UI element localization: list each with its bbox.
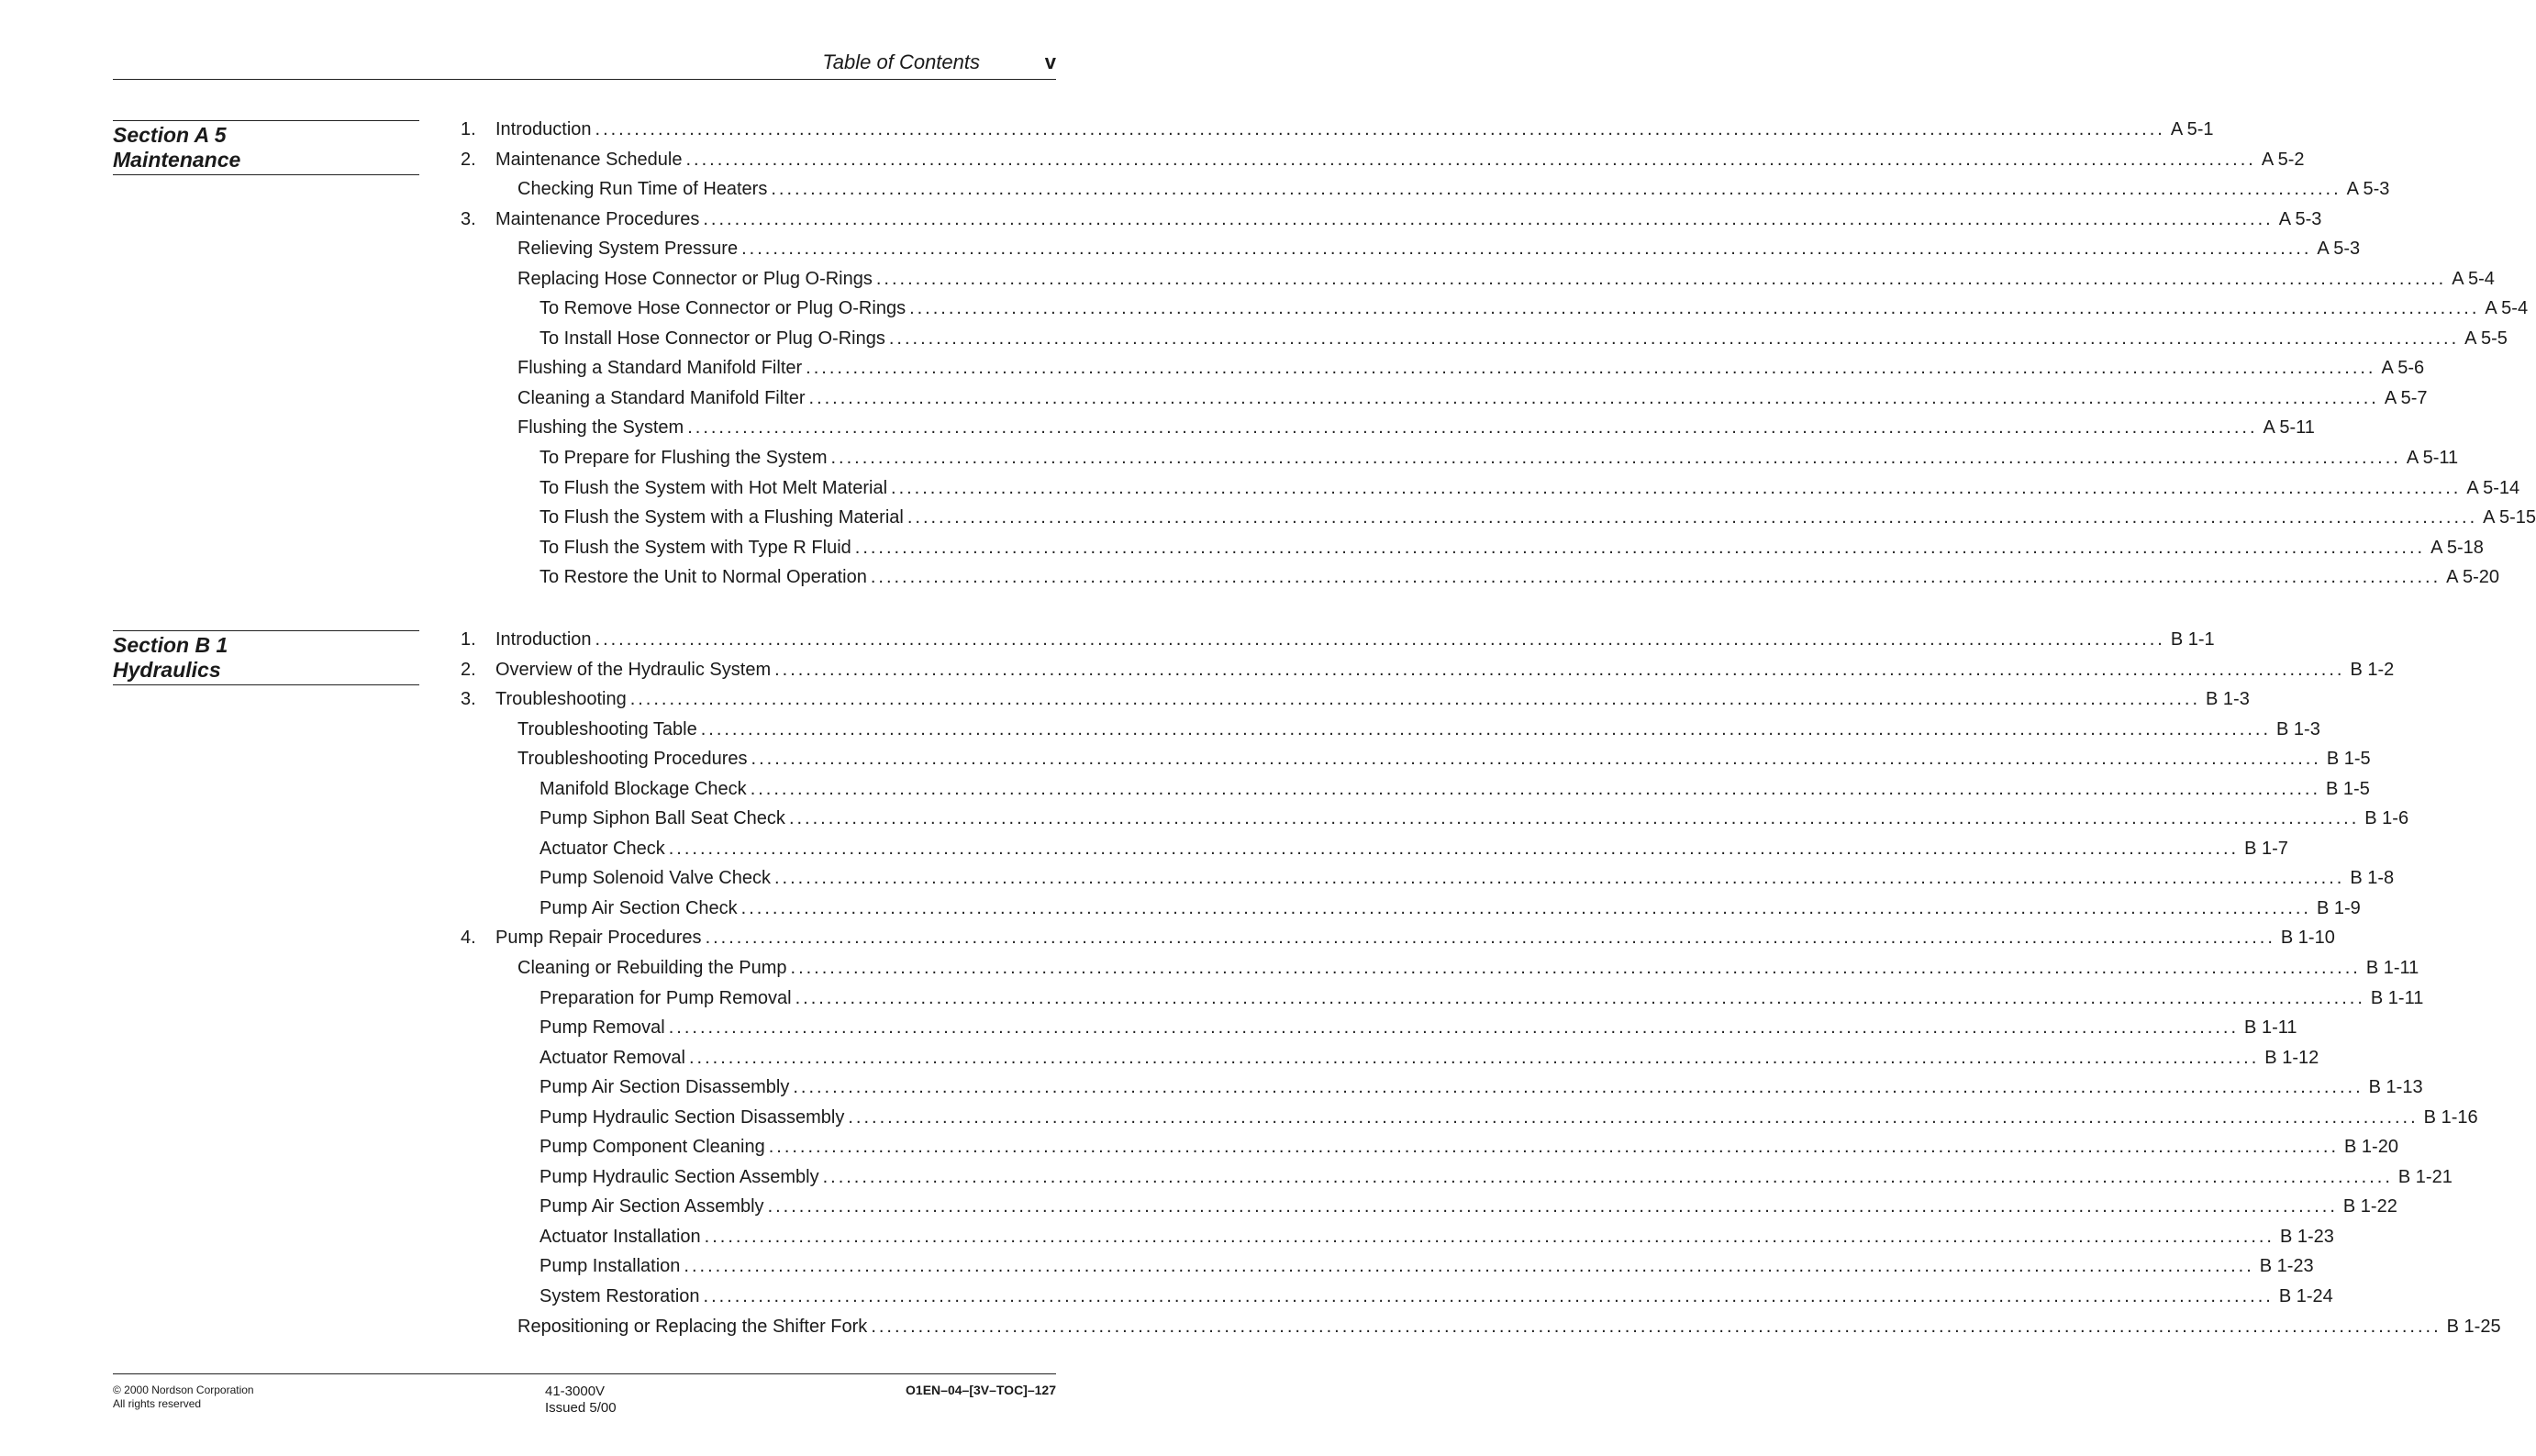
dot-leader: ........................................................................................................................................................................................................ [629, 689, 2201, 710]
dot-leader: ........................................................................................................................................................................................................ [806, 358, 2376, 379]
header-page-number: v [1044, 50, 1056, 73]
toc-entry-label: Actuator Check [539, 838, 665, 859]
footer-doc-block [545, 1384, 617, 1417]
toc-entry-label: Repositioning or Replacing the Shifter Fork [517, 1316, 868, 1337]
toc-entry[interactable] [461, 1192, 2397, 1222]
toc-entry-label: To Flush the System with a Flushing Material [539, 507, 904, 528]
section-heading-line1: Section B 1 [113, 633, 228, 657]
toc-entry[interactable] [461, 863, 2395, 894]
toc-entry-page: A 5-11 [2406, 448, 2459, 469]
toc-entry-page: A 5-2 [2261, 149, 2305, 170]
toc-entry-label: Pump Siphon Ball Seat Check [539, 808, 785, 829]
toc-entry-page: B 1-6 [2364, 808, 2409, 829]
dot-leader: ........................................................................................................................................................................................................ [822, 1166, 2393, 1187]
toc-entry-page: B 1-23 [2279, 1226, 2334, 1247]
toc-entry-number: 3. [461, 689, 476, 710]
toc-entry-label: Cleaning a Standard Manifold Filter [517, 387, 806, 408]
footer-copyright: © 2000 Nordson Corporation [113, 1384, 254, 1396]
toc-entry[interactable] [461, 1103, 2478, 1133]
toc-entry-page: B 1-12 [2264, 1047, 2319, 1068]
toc-entry-label: Maintenance Schedule [495, 149, 683, 170]
dot-leader: ........................................................................................................................................................................................................ [668, 1017, 2240, 1039]
toc-entry[interactable] [461, 234, 2361, 264]
section-b1-heading [113, 630, 419, 685]
toc-entry-label: To Prepare for Flushing the System [539, 448, 828, 469]
toc-entry-label: Troubleshooting [495, 689, 627, 710]
toc-entry-label: Introduction [495, 119, 592, 139]
footer-issued: Issued 5/00 [545, 1400, 617, 1416]
toc-entry-page: B 1-11 [2370, 987, 2424, 1008]
toc-entry[interactable] [461, 1073, 2423, 1103]
section-a5-heading [113, 120, 419, 175]
dot-leader: ........................................................................................................................................................................................................ [909, 298, 2480, 319]
dot-leader: ........................................................................................................................................................................................................ [704, 1226, 2275, 1247]
toc-entry-label: Pump Removal [539, 1017, 665, 1039]
toc-entry-page: B 1-7 [2244, 838, 2288, 859]
toc-entry-page: B 1-2 [2350, 659, 2395, 680]
dot-leader: ........................................................................................................................................................................................................ [875, 268, 2447, 289]
toc-entry-label: Maintenance Procedures [495, 208, 700, 229]
dot-leader: ........................................................................................................................................................................................................ [703, 1286, 2274, 1307]
toc-entry-label: Checking Run Time of Heaters [517, 179, 768, 200]
dot-leader: ........................................................................................................................................................................................................ [907, 507, 2478, 528]
toc-entry[interactable] [461, 115, 2214, 145]
toc-entry[interactable] [461, 1132, 2398, 1162]
dot-leader: ........................................................................................................................................................................................................ [788, 808, 2360, 829]
toc-entry[interactable] [461, 503, 2536, 533]
toc-entry[interactable] [461, 353, 2425, 383]
dot-leader: ........................................................................................................................................................................................................ [870, 567, 2441, 588]
dot-leader: ........................................................................................................................................................................................................ [740, 897, 2311, 918]
toc-entry[interactable] [461, 205, 2322, 235]
toc-entry-page: A 5-20 [2446, 567, 2499, 588]
toc-entry-label: To Install Hose Connector or Plug O-Rings [539, 328, 885, 349]
dot-leader: ........................................................................................................................................................................................................ [793, 1077, 2364, 1098]
footer-rights: All rights reserved [113, 1397, 202, 1410]
toc-entry-number: 1. [461, 119, 476, 139]
toc-entry-label: Actuator Removal [539, 1047, 685, 1068]
toc-entry-label: To Restore the Unit to Normal Operation [539, 567, 867, 588]
toc-entry-page: B 1-21 [2397, 1166, 2453, 1187]
toc-entry-label: Pump Hydraulic Section Assembly [539, 1166, 819, 1187]
toc-entry-label: Pump Air Section Check [539, 897, 738, 918]
toc-entry-number: 4. [461, 928, 476, 949]
dot-leader: ........................................................................................................................................................................................................ [703, 208, 2274, 229]
toc-entry[interactable] [461, 744, 2371, 774]
toc-entry[interactable] [461, 533, 2484, 563]
toc-entry-page: B 1-5 [2326, 778, 2370, 799]
footer-copyright-block [113, 1384, 254, 1411]
toc-entry[interactable] [461, 1162, 2453, 1193]
dot-leader: ........................................................................................................................................................................................................ [768, 1137, 2340, 1158]
footer-divider [113, 1373, 1056, 1374]
toc-entry-label: Troubleshooting Procedures [517, 749, 748, 770]
toc-entry-number: 2. [461, 659, 476, 680]
toc-entry-page: A 5-15 [2483, 507, 2536, 528]
toc-entry[interactable] [461, 562, 2499, 593]
toc-entry-page: A 5-4 [2452, 268, 2495, 289]
dot-leader: ........................................................................................................................................................................................................ [700, 718, 2272, 739]
toc-entry-label: To Flush the System with Hot Melt Material [539, 477, 888, 498]
toc-entry[interactable] [461, 953, 2419, 984]
toc-entry[interactable] [461, 1222, 2334, 1252]
toc-entry-page: B 1-22 [2342, 1196, 2397, 1217]
dot-leader: ........................................................................................................................................................................................................ [750, 778, 2321, 799]
toc-entry[interactable] [461, 684, 2250, 715]
dot-leader: ........................................................................................................................................................................................................ [751, 749, 2321, 770]
toc-entry-label: Pump Component Cleaning [539, 1137, 765, 1158]
dot-leader: ........................................................................................................................................................................................................ [688, 1047, 2260, 1068]
toc-entry-label: Preparation for Pump Removal [539, 987, 792, 1008]
toc-entry-page: A 5-1 [2170, 119, 2214, 139]
toc-entry[interactable] [461, 1043, 2319, 1073]
dot-leader: ........................................................................................................................................................................................................ [771, 179, 2341, 200]
toc-entry[interactable] [461, 413, 2315, 443]
dot-leader: ........................................................................................................................................................................................................ [795, 987, 2365, 1008]
dot-leader: ........................................................................................................................................................................................................ [595, 629, 2165, 650]
toc-entry-label: To Flush the System with Type R Fluid [539, 537, 851, 558]
toc-entry-page: B 1-16 [2423, 1106, 2478, 1128]
header-title: Table of Contents [822, 50, 980, 73]
toc-entry[interactable] [461, 264, 2495, 295]
toc-entry[interactable] [461, 1251, 2314, 1282]
toc-entry[interactable] [461, 774, 2370, 805]
toc-entry[interactable] [461, 174, 2390, 205]
toc-entry-number: 1. [461, 629, 476, 650]
toc-entry-page: B 1-13 [2368, 1077, 2423, 1098]
toc-entry-page: B 1-24 [2278, 1286, 2333, 1307]
section-heading-line2: Maintenance [113, 148, 241, 172]
toc-entry-label: Cleaning or Rebuilding the Pump [517, 958, 787, 979]
dot-leader: ........................................................................................................................................................................................................ [871, 1316, 2441, 1337]
toc-entry[interactable] [461, 294, 2529, 324]
toc-entry[interactable] [461, 1282, 2333, 1312]
toc-entry-label: Pump Installation [539, 1256, 681, 1277]
dot-leader: ........................................................................................................................................................................................................ [705, 928, 2275, 949]
toc-entry-page: A 5-3 [2278, 208, 2322, 229]
toc-section-a5 [461, 115, 2536, 593]
toc-entry-label: Flushing a Standard Manifold Filter [517, 358, 803, 379]
toc-entry-label: Pump Hydraulic Section Disassembly [539, 1106, 845, 1128]
toc-entry-page: A 5-3 [2317, 239, 2361, 260]
toc-entry[interactable] [461, 1013, 2297, 1043]
toc-entry[interactable] [461, 923, 2335, 953]
dot-leader: ........................................................................................................................................................................................................ [741, 239, 2312, 260]
toc-entry-number: 2. [461, 149, 476, 170]
toc-entry-page: B 1-3 [2206, 689, 2250, 710]
toc-entry-label: Pump Air Section Disassembly [539, 1077, 790, 1098]
toc-entry-page: B 1-25 [2446, 1316, 2501, 1337]
toc-entry-label: Actuator Installation [539, 1226, 701, 1247]
dot-leader: ........................................................................................................................................................................................................ [668, 838, 2240, 859]
toc-entry[interactable] [461, 1312, 2501, 1342]
toc-entry-page: B 1-8 [2350, 868, 2395, 889]
page-header [113, 48, 1056, 80]
toc-entry-label: Pump Air Section Assembly [539, 1196, 764, 1217]
dot-leader: ........................................................................................................................................................................................................ [808, 387, 2379, 408]
toc-entry-label: Overview of the Hydraulic System [495, 659, 772, 680]
toc-entry-label: Replacing Hose Connector or Plug O-Rings [517, 268, 873, 289]
toc-entry-page: B 1-20 [2344, 1137, 2398, 1158]
dot-leader: ........................................................................................................................................................................................................ [774, 659, 2345, 680]
toc-entry-page: A 5-18 [2430, 537, 2484, 558]
dot-leader: ........................................................................................................................................................................................................ [767, 1196, 2338, 1217]
toc-entry-number: 3. [461, 208, 476, 229]
dot-leader: ........................................................................................................................................................................................................ [774, 868, 2345, 889]
dot-leader: ........................................................................................................................................................................................................ [595, 119, 2165, 139]
footer-code: O1EN–04–[3V–TOC]–127 [906, 1383, 1056, 1397]
dot-leader: ........................................................................................................................................................................................................ [687, 417, 2258, 439]
dot-leader: ........................................................................................................................................................................................................ [830, 448, 2401, 469]
dot-leader: ........................................................................................................................................................................................................ [685, 149, 2256, 170]
toc-entry-page: A 5-7 [2384, 387, 2428, 408]
toc-entry-page: A 5-5 [2464, 328, 2508, 349]
toc-entry-page: A 5-4 [2485, 298, 2529, 319]
section-heading-line2: Hydraulics [113, 658, 221, 682]
dot-leader: ........................................................................................................................................................................................................ [888, 328, 2460, 349]
toc-entry[interactable] [461, 473, 2520, 504]
toc-entry[interactable] [461, 383, 2428, 414]
dot-leader: ........................................................................................................................................................................................................ [848, 1106, 2419, 1128]
toc-entry-label: Flushing the System [517, 417, 684, 439]
toc-entry[interactable] [461, 443, 2459, 473]
section-heading-line1: Section A 5 [113, 123, 227, 147]
toc-entry-label: Manifold Blockage Check [539, 778, 747, 799]
toc-entry-page: B 1-10 [2280, 928, 2335, 949]
toc-entry-label: Pump Solenoid Valve Check [539, 868, 771, 889]
toc-entry-page: B 1-11 [2244, 1017, 2297, 1039]
toc-entry[interactable] [461, 715, 2320, 745]
toc-entry-label: Pump Repair Procedures [495, 928, 702, 949]
toc-entry-page: B 1-11 [2365, 958, 2419, 979]
toc-entry[interactable] [461, 984, 2424, 1014]
toc-entry-label: Introduction [495, 629, 592, 650]
toc-entry-page: B 1-9 [2316, 897, 2361, 918]
toc-entry-page: B 1-1 [2170, 629, 2215, 650]
toc-entry-label: System Restoration [539, 1286, 700, 1307]
dot-leader: ........................................................................................................................................................................................................ [790, 958, 2361, 979]
dot-leader: ........................................................................................................................................................................................................ [854, 537, 2426, 558]
dot-leader: ........................................................................................................................................................................................................ [684, 1256, 2254, 1277]
toc-entry[interactable] [461, 655, 2395, 685]
toc-entry-page: A 5-14 [2466, 477, 2520, 498]
toc-entry-page: A 5-6 [2381, 358, 2425, 379]
toc-entry-page: B 1-3 [2276, 718, 2320, 739]
toc-entry[interactable] [461, 894, 2361, 924]
toc-entry[interactable] [461, 625, 2215, 655]
toc-entry[interactable] [461, 324, 2508, 354]
footer-doc-number: 41-3000V [545, 1384, 606, 1399]
toc-entry-page: A 5-11 [2263, 417, 2315, 439]
toc-entry-page: A 5-3 [2346, 179, 2390, 200]
toc-entry[interactable] [461, 145, 2305, 175]
toc-entry-label: Relieving System Pressure [517, 239, 739, 260]
toc-entry-page: B 1-23 [2259, 1256, 2314, 1277]
toc-entry-page: B 1-5 [2326, 749, 2371, 770]
toc-entry-label: To Remove Hose Connector or Plug O-Rings [539, 298, 907, 319]
toc-section-b1 [461, 625, 2501, 1341]
dot-leader: ........................................................................................................................................................................................................ [891, 477, 2462, 498]
toc-entry[interactable] [461, 804, 2409, 834]
toc-entry[interactable] [461, 834, 2288, 864]
toc-entry-label: Troubleshooting Table [517, 718, 697, 739]
